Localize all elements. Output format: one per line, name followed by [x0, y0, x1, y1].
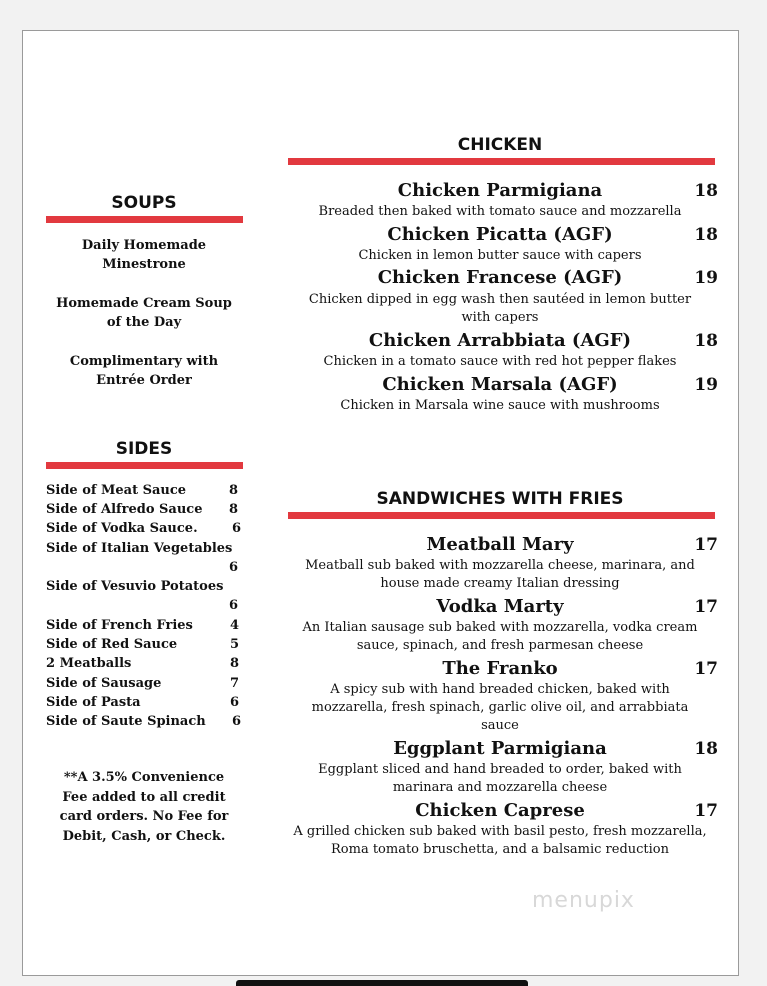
side-item-price: 6	[229, 598, 239, 613]
side-item: Side of Red Sauce 5	[46, 637, 240, 652]
chicken-heading: CHICKEN	[457, 135, 543, 155]
menu-item-name: Eggplant Parmigiana	[393, 738, 607, 759]
side-item: Side of Sausage 7	[46, 676, 240, 691]
menu-item-name: Chicken Caprese	[415, 800, 585, 821]
sides-divider	[46, 462, 243, 469]
menu-item-price: 17	[694, 801, 718, 821]
side-item: Side of Vesuvio Potatoes	[46, 579, 224, 594]
menu-item-description: Eggplant sliced and hand breaded to order, baked with marinara and mozzarella cheese	[318, 762, 682, 795]
menu-item-description: A spicy sub with hand breaded chicken, baked with mozzarella, fresh spinach, garlic olive oil, and arrabbiata sauce	[311, 682, 689, 733]
menu-item-price: 17	[694, 597, 718, 617]
menu-item-price: 18	[694, 181, 718, 201]
sandwiches-heading: SANDWICHES WITH FRIES	[376, 489, 624, 509]
side-item: Side of French Fries 4	[46, 618, 240, 633]
menu-item-description: An Italian sausage sub baked with mozzarella, vodka cream sauce, spinach, and fresh parmesan cheese	[302, 620, 698, 653]
soup-item: Complimentary with Entrée Order	[69, 354, 219, 388]
side-item: Side of Italian Vegetables	[46, 541, 233, 556]
menu-item-name: The Franko	[442, 658, 558, 679]
soup-item: Homemade Cream Soup of the Day	[56, 296, 232, 330]
soups-heading: SOUPS	[111, 193, 177, 213]
menu-item-name: Chicken Parmigiana	[397, 180, 603, 201]
menu-item-price: 17	[694, 659, 718, 679]
side-item: Side of Pasta 6	[46, 695, 240, 710]
bottom-edge-bar	[236, 980, 528, 986]
menu-item-price: 18	[694, 225, 718, 245]
menu-item-name: Chicken Picatta (AGF)	[387, 224, 613, 245]
menu-item-name: Chicken Marsala (AGF)	[382, 374, 618, 395]
side-item: 2 Meatballs 8	[46, 656, 240, 671]
menu-item-price: 17	[694, 535, 718, 555]
menu-item-price: 18	[694, 739, 718, 759]
menu-item-description: Chicken in lemon butter sauce with capers	[358, 248, 642, 263]
chicken-divider	[288, 158, 715, 165]
menu-item-description: Meatball sub baked with mozzarella cheese, marinara, and house made creamy Italian dressing	[305, 558, 695, 591]
menu-item-description: Breaded then baked with tomato sauce and mozzarella	[318, 204, 682, 219]
side-item: Side of Meat Sauce 8	[46, 483, 239, 498]
menu-item-price: 18	[694, 331, 718, 351]
sandwiches-divider	[288, 512, 715, 519]
menu-item-description: Chicken dipped in egg wash then sautéed in lemon butter with capers	[308, 292, 692, 325]
menu-item-name: Chicken Francese (AGF)	[377, 267, 623, 288]
menu-item-price: 19	[694, 268, 718, 288]
menu-item-name: Vodka Marty	[436, 596, 564, 617]
menu-item-description: Chicken in a tomato sauce with red hot pepper flakes	[323, 354, 677, 369]
side-item: Side of Vodka Sauce. 6	[46, 521, 242, 536]
menu-item-description: A grilled chicken sub baked with basil pesto, fresh mozzarella, Roma tomato bruschetta, and a balsamic reduction	[293, 824, 707, 857]
menu-item-description: Chicken in Marsala wine sauce with mushrooms	[340, 398, 660, 413]
side-item: Side of Saute Spinach 6	[46, 714, 242, 729]
menu-item-name: Meatball Mary	[426, 534, 574, 555]
soups-divider	[46, 216, 243, 223]
sides-heading: SIDES	[115, 439, 173, 459]
convenience-fee-notice: **A 3.5% Convenience Fee added to all credit card orders. No Fee for Debit, Cash, or Check.	[59, 770, 229, 844]
menupix-watermark: menupix	[532, 888, 635, 913]
menu-item-name: Chicken Arrabbiata (AGF)	[368, 330, 632, 351]
side-item: Side of Alfredo Sauce 8	[46, 502, 239, 517]
soup-item: Daily Homemade Minestrone	[81, 238, 207, 272]
menu-item-price: 19	[694, 375, 718, 395]
side-item-price: 6	[229, 560, 239, 575]
